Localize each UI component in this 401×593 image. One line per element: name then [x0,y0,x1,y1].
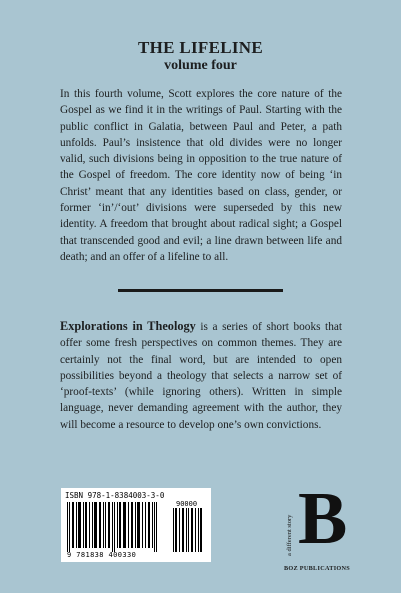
blurb-paragraph: In this fourth volume, Scott explores the core nature of the Gospel as we find it in the writings of Paul. Starting with the public conflict in Galatia, between Paul and Peter, a path unfolds. Paul’s insistence that old divides were no longer valid, such divisions being in opposition to the true nature of the Gospel of freedom. The core identity now of being ‘in Christ’ meant that any identities based on class, gender, or former ‘in’/‘out’ divisions were superseded by this new identity. A freedom that brought about radical sight; a Gospel that transcended good and evil; a line drawn between life and death; and an offer of a lifeline to all. [60,88,342,263]
barcode-bars [65,502,207,552]
isbn-barcode [61,488,211,562]
series-name: Explorations in Theology [60,319,196,333]
section-divider [118,289,283,292]
book-title: THE LIFELINE [138,38,263,57]
isbn-label: ISBN 978-1-8384003-3-0 [65,491,165,500]
publisher-logo [286,478,348,572]
series-paragraph [60,318,342,433]
price-addon-label: 90000 [176,500,198,508]
series-description: is a series of short books that offer some fresh perspectives on common themes. They are certainly not the final word, but are intended to open possibilities beyond a theology that selects a narrow set of ‘proof-texts’ (while ignoring others). Written in simple language, never demanding agreement with the author, they will become a resource to develop one’s own convictions. [60,321,342,431]
ean-digits: 9 781838 400330 [67,551,137,559]
publisher-name: BOZ PUBLICATIONS [283,565,351,572]
book-subtitle: volume four [164,58,237,73]
logo-tagline: a different story [286,514,293,556]
logo-letter: B [298,478,348,560]
